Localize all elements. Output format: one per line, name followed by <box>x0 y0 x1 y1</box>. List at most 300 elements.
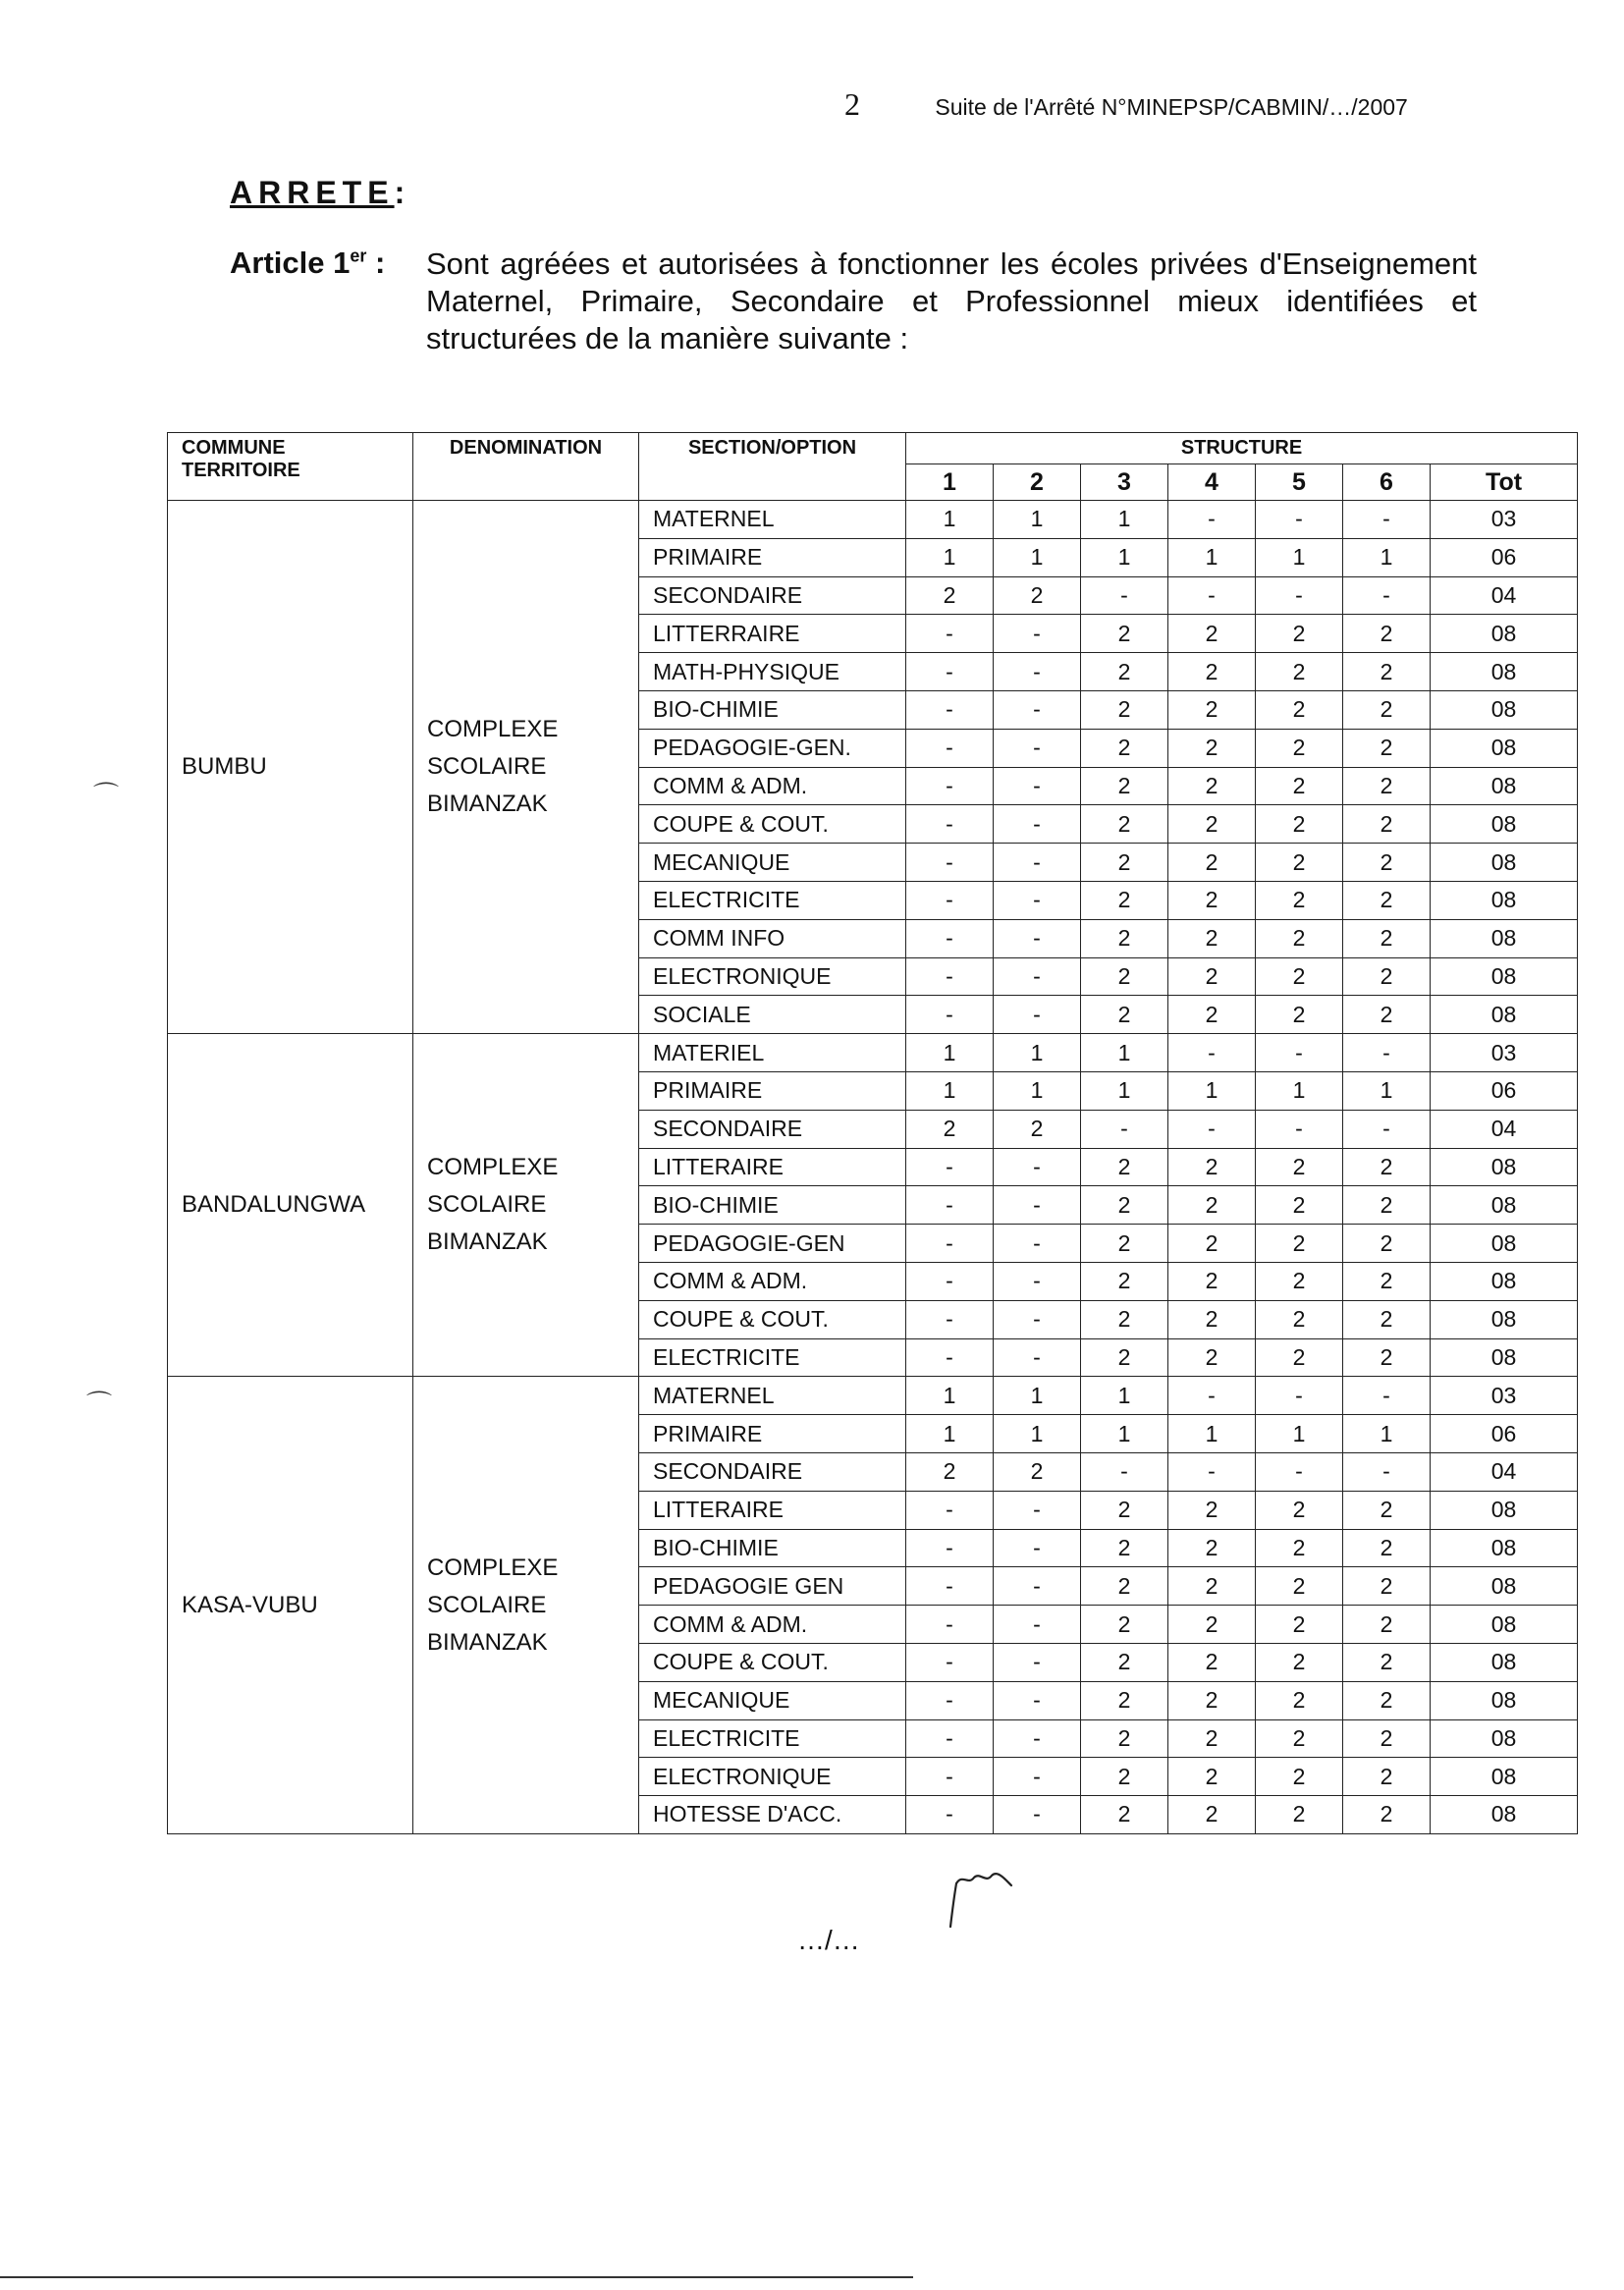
total-cell: 08 <box>1431 881 1578 919</box>
structure-cell: - <box>1256 1110 1343 1148</box>
structure-cell: 2 <box>1168 767 1256 805</box>
section-cell: BIO-CHIMIE <box>639 1529 906 1567</box>
structure-cell: - <box>1168 1452 1256 1491</box>
structure-cell: 2 <box>1081 1758 1168 1796</box>
section-cell: PEDAGOGIE GEN <box>639 1567 906 1606</box>
structure-cell: 2 <box>1081 1186 1168 1225</box>
structure-cell: 2 <box>1343 653 1431 691</box>
section-cell: MECANIQUE <box>639 1681 906 1719</box>
structure-cell: 2 <box>1081 1719 1168 1758</box>
structure-cell: 1 <box>1081 1034 1168 1072</box>
total-cell: 08 <box>1431 1300 1578 1338</box>
structure-cell: 2 <box>1168 653 1256 691</box>
page-number: 2 <box>844 86 860 122</box>
section-cell: MATERIEL <box>639 1034 906 1072</box>
structure-cell: 2 <box>1256 957 1343 996</box>
structure-cell: 1 <box>906 1034 994 1072</box>
structure-cell: - <box>994 729 1081 767</box>
structure-cell: - <box>906 690 994 729</box>
structure-cell: - <box>1256 1377 1343 1415</box>
structure-cell: 1 <box>1168 1071 1256 1110</box>
structure-cell: 2 <box>1081 729 1168 767</box>
structure-cell: - <box>906 653 994 691</box>
denomination-cell: COMPLEXE SCOLAIRE BIMANZAK <box>413 1034 639 1377</box>
section-cell: COMM & ADM. <box>639 1262 906 1300</box>
signature <box>933 1866 1051 1939</box>
total-cell: 08 <box>1431 1643 1578 1681</box>
structure-cell: - <box>906 1719 994 1758</box>
total-cell: 08 <box>1431 919 1578 957</box>
structure-cell: - <box>994 1643 1081 1681</box>
structure-cell: - <box>994 615 1081 653</box>
structure-cell: 2 <box>1081 653 1168 691</box>
structure-cell: - <box>994 1606 1081 1644</box>
header-denomination: DENOMINATION <box>413 433 639 501</box>
structure-cell: 1 <box>1081 538 1168 576</box>
schools-table <box>167 432 1578 1834</box>
structure-cell: - <box>1168 501 1256 539</box>
structure-cell: 1 <box>906 501 994 539</box>
structure-cell: 2 <box>1081 690 1168 729</box>
structure-cell: 2 <box>1168 1758 1256 1796</box>
structure-cell: 2 <box>1343 1225 1431 1263</box>
structure-cell: 1 <box>994 538 1081 576</box>
header-col-3: 3 <box>1081 464 1168 501</box>
section-cell: COUPE & COUT. <box>639 1300 906 1338</box>
structure-cell: 2 <box>1081 919 1168 957</box>
structure-cell: 2 <box>1343 881 1431 919</box>
structure-cell: - <box>994 767 1081 805</box>
structure-cell: - <box>994 957 1081 996</box>
section-cell: SECONDAIRE <box>639 1110 906 1148</box>
structure-cell: 2 <box>1343 919 1431 957</box>
structure-cell: 2 <box>1343 1606 1431 1644</box>
total-cell: 08 <box>1431 615 1578 653</box>
structure-cell: - <box>906 1567 994 1606</box>
structure-cell: 2 <box>1081 1148 1168 1186</box>
structure-cell: 2 <box>1256 844 1343 882</box>
structure-cell: 2 <box>1081 615 1168 653</box>
structure-cell: - <box>1081 1110 1168 1148</box>
header-col-6: 6 <box>1343 464 1431 501</box>
structure-cell: 2 <box>1343 615 1431 653</box>
header-col-4: 4 <box>1168 464 1256 501</box>
commune-cell: BANDALUNGWA <box>168 1034 413 1377</box>
structure-cell: 2 <box>1256 805 1343 844</box>
structure-cell: - <box>1168 1377 1256 1415</box>
structure-cell: 2 <box>1168 1225 1256 1263</box>
structure-cell: 2 <box>1168 1567 1256 1606</box>
structure-cell: 2 <box>1081 1225 1168 1263</box>
structure-cell: 2 <box>1081 881 1168 919</box>
article-label-sup: er <box>350 245 367 266</box>
structure-cell: 2 <box>994 1452 1081 1491</box>
structure-cell: - <box>994 1225 1081 1263</box>
structure-cell: 2 <box>1343 1529 1431 1567</box>
total-cell: 08 <box>1431 1567 1578 1606</box>
commune-cell: BUMBU <box>168 501 413 1034</box>
structure-cell: - <box>906 1606 994 1644</box>
structure-cell: 1 <box>1081 1415 1168 1453</box>
structure-cell: 2 <box>1343 1148 1431 1186</box>
structure-cell: - <box>1168 1034 1256 1072</box>
total-cell: 03 <box>1431 1034 1578 1072</box>
total-cell: 08 <box>1431 996 1578 1034</box>
continuation-mark: …/… <box>797 1925 860 1955</box>
structure-cell: 2 <box>1256 1719 1343 1758</box>
total-cell: 06 <box>1431 1071 1578 1110</box>
section-cell: LITTERRAIRE <box>639 615 906 653</box>
structure-cell: 1 <box>1343 1415 1431 1453</box>
structure-cell: 2 <box>1168 1491 1256 1529</box>
structure-cell: 2 <box>1256 1643 1343 1681</box>
commune-cell: KASA-VUBU <box>168 1377 413 1834</box>
table-body <box>168 501 1578 1834</box>
signature-mark <box>933 1866 1051 1935</box>
denomination-cell: COMPLEXE SCOLAIRE BIMANZAK <box>413 501 639 1034</box>
total-cell: 06 <box>1431 538 1578 576</box>
structure-cell: 2 <box>1168 1300 1256 1338</box>
margin-tick-1: ⌒ <box>93 781 120 810</box>
structure-cell: 2 <box>906 1110 994 1148</box>
structure-cell: 2 <box>1081 767 1168 805</box>
arrete-heading <box>230 175 410 211</box>
structure-cell: - <box>994 805 1081 844</box>
table-row <box>168 1377 1578 1415</box>
article-label <box>230 245 426 357</box>
structure-cell: - <box>1343 501 1431 539</box>
structure-cell: 2 <box>1168 844 1256 882</box>
structure-cell: 2 <box>1081 805 1168 844</box>
total-cell: 08 <box>1431 729 1578 767</box>
section-cell: COMM & ADM. <box>639 1606 906 1644</box>
structure-cell: - <box>994 919 1081 957</box>
structure-cell: - <box>906 1681 994 1719</box>
structure-cell: 2 <box>1343 1567 1431 1606</box>
denomination-cell: COMPLEXE SCOLAIRE BIMANZAK <box>413 1377 639 1834</box>
article-text: Sont agréées et autorisées à fonctionner les écoles privées d'Enseignement Maternel, Primaire, Secondaire et Professionnel mieux identifiées et structurées de la manière suivante : <box>426 246 1477 355</box>
structure-cell: 1 <box>1343 538 1431 576</box>
structure-cell: - <box>906 1758 994 1796</box>
structure-cell: 1 <box>994 1034 1081 1072</box>
page-header <box>844 86 1408 123</box>
arrete-title: ARRETE <box>230 175 395 210</box>
section-cell: PRIMAIRE <box>639 1415 906 1453</box>
structure-cell: 2 <box>1081 1567 1168 1606</box>
structure-cell: 1 <box>1168 1415 1256 1453</box>
structure-cell: 2 <box>1256 653 1343 691</box>
header-col-2: 2 <box>994 464 1081 501</box>
schools-table-wrapper <box>167 432 1577 1834</box>
structure-cell: 2 <box>1256 1491 1343 1529</box>
section-cell: MATH-PHYSIQUE <box>639 653 906 691</box>
structure-cell: - <box>906 805 994 844</box>
total-cell: 08 <box>1431 1606 1578 1644</box>
structure-cell: - <box>906 615 994 653</box>
article-1 <box>230 245 1477 357</box>
structure-cell: 2 <box>1343 1681 1431 1719</box>
total-cell: 08 <box>1431 690 1578 729</box>
total-cell: 04 <box>1431 1452 1578 1491</box>
header-col-tot: Tot <box>1431 464 1578 501</box>
structure-cell: 2 <box>1168 729 1256 767</box>
structure-cell: - <box>906 1529 994 1567</box>
structure-cell: 1 <box>906 1071 994 1110</box>
total-cell: 08 <box>1431 1758 1578 1796</box>
section-cell: ELECTRONIQUE <box>639 1758 906 1796</box>
total-cell: 08 <box>1431 1491 1578 1529</box>
structure-cell: 1 <box>994 1071 1081 1110</box>
total-cell: 08 <box>1431 957 1578 996</box>
total-cell: 08 <box>1431 805 1578 844</box>
structure-cell: - <box>1256 501 1343 539</box>
structure-cell: 2 <box>994 1110 1081 1148</box>
structure-cell: 2 <box>1081 1606 1168 1644</box>
structure-cell: - <box>1168 1110 1256 1148</box>
structure-cell: 2 <box>1081 1491 1168 1529</box>
structure-cell: 2 <box>1081 1529 1168 1567</box>
structure-cell: 1 <box>1081 1071 1168 1110</box>
structure-cell: 1 <box>1081 1377 1168 1415</box>
structure-cell: - <box>994 844 1081 882</box>
section-cell: SECONDAIRE <box>639 576 906 615</box>
structure-cell: - <box>906 1262 994 1300</box>
structure-cell: 2 <box>1343 1186 1431 1225</box>
structure-cell: 2 <box>1343 1758 1431 1796</box>
structure-cell: - <box>906 1225 994 1263</box>
structure-cell: - <box>1343 576 1431 615</box>
section-cell: BIO-CHIMIE <box>639 690 906 729</box>
structure-cell: 2 <box>1168 1719 1256 1758</box>
section-cell: LITTERAIRE <box>639 1148 906 1186</box>
structure-cell: - <box>906 919 994 957</box>
total-cell: 08 <box>1431 1796 1578 1834</box>
structure-cell: 2 <box>1343 844 1431 882</box>
section-cell: BIO-CHIMIE <box>639 1186 906 1225</box>
structure-cell: 2 <box>1081 1338 1168 1377</box>
table-row <box>168 501 1578 539</box>
structure-cell: 2 <box>906 576 994 615</box>
section-cell: SECONDAIRE <box>639 1452 906 1491</box>
structure-cell: - <box>906 1300 994 1338</box>
structure-cell: 2 <box>1256 1758 1343 1796</box>
structure-cell: - <box>906 767 994 805</box>
section-cell: ELECTRICITE <box>639 1719 906 1758</box>
structure-cell: - <box>1081 1452 1168 1491</box>
structure-cell: - <box>994 1186 1081 1225</box>
structure-cell: 2 <box>1256 1262 1343 1300</box>
structure-cell: - <box>906 1796 994 1834</box>
total-cell: 08 <box>1431 1225 1578 1263</box>
structure-cell: 2 <box>1256 1567 1343 1606</box>
structure-cell: 2 <box>1168 1643 1256 1681</box>
section-cell: PEDAGOGIE-GEN. <box>639 729 906 767</box>
structure-cell: - <box>1081 576 1168 615</box>
structure-cell: - <box>994 1491 1081 1529</box>
section-cell: PEDAGOGIE-GEN <box>639 1225 906 1263</box>
margin-tick-2: ⌒ <box>86 1390 113 1419</box>
structure-cell: - <box>906 1186 994 1225</box>
total-cell: 08 <box>1431 1681 1578 1719</box>
structure-cell: - <box>906 1148 994 1186</box>
structure-cell: 2 <box>1081 1643 1168 1681</box>
structure-cell: 2 <box>1343 690 1431 729</box>
structure-cell: 2 <box>1343 1338 1431 1377</box>
structure-cell: 1 <box>1168 538 1256 576</box>
structure-cell: 2 <box>1343 805 1431 844</box>
structure-cell: 2 <box>1168 1262 1256 1300</box>
structure-cell: 2 <box>1343 767 1431 805</box>
article-label-colon: : <box>366 245 386 280</box>
structure-cell: - <box>994 1796 1081 1834</box>
structure-cell: - <box>994 1567 1081 1606</box>
structure-cell: 2 <box>1168 1338 1256 1377</box>
total-cell: 04 <box>1431 1110 1578 1148</box>
structure-cell: 2 <box>1343 1796 1431 1834</box>
structure-cell: 2 <box>1256 729 1343 767</box>
structure-cell: - <box>994 1300 1081 1338</box>
structure-cell: 1 <box>994 1415 1081 1453</box>
structure-cell: 2 <box>1168 1606 1256 1644</box>
structure-cell: 2 <box>1081 1262 1168 1300</box>
structure-cell: 2 <box>1343 1262 1431 1300</box>
section-cell: ELECTRICITE <box>639 881 906 919</box>
structure-cell: 2 <box>1168 1796 1256 1834</box>
structure-cell: - <box>994 1338 1081 1377</box>
structure-cell: 2 <box>1256 919 1343 957</box>
total-cell: 08 <box>1431 1529 1578 1567</box>
bottom-rule <box>0 2276 913 2278</box>
structure-cell: 2 <box>1343 957 1431 996</box>
structure-cell: 2 <box>1168 996 1256 1034</box>
section-cell: MATERNEL <box>639 1377 906 1415</box>
structure-cell: - <box>994 1719 1081 1758</box>
structure-cell: 2 <box>1256 996 1343 1034</box>
header-col-5: 5 <box>1256 464 1343 501</box>
header-col-1: 1 <box>906 464 994 501</box>
total-cell: 08 <box>1431 1262 1578 1300</box>
total-cell: 08 <box>1431 1186 1578 1225</box>
structure-cell: 2 <box>1256 690 1343 729</box>
section-cell: ELECTRONIQUE <box>639 957 906 996</box>
arrete-colon: : <box>394 175 411 210</box>
structure-cell: - <box>994 1758 1081 1796</box>
structure-cell: 1 <box>1081 501 1168 539</box>
total-cell: 03 <box>1431 1377 1578 1415</box>
structure-cell: 2 <box>1168 805 1256 844</box>
section-cell: COMM & ADM. <box>639 767 906 805</box>
structure-cell: - <box>1256 1034 1343 1072</box>
total-cell: 03 <box>1431 501 1578 539</box>
total-cell: 08 <box>1431 1719 1578 1758</box>
structure-cell: - <box>1168 576 1256 615</box>
total-cell: 08 <box>1431 653 1578 691</box>
structure-cell: 2 <box>1168 690 1256 729</box>
structure-cell: 1 <box>906 538 994 576</box>
structure-cell: 2 <box>1168 1529 1256 1567</box>
structure-cell: - <box>1256 576 1343 615</box>
structure-cell: 2 <box>1256 1300 1343 1338</box>
structure-cell: - <box>994 1262 1081 1300</box>
structure-cell: 2 <box>1081 957 1168 996</box>
structure-cell: 2 <box>1081 1681 1168 1719</box>
section-cell: ELECTRICITE <box>639 1338 906 1377</box>
structure-cell: - <box>994 690 1081 729</box>
section-cell: PRIMAIRE <box>639 1071 906 1110</box>
structure-cell: 2 <box>1256 1148 1343 1186</box>
structure-cell: 2 <box>1168 881 1256 919</box>
section-cell: LITTERAIRE <box>639 1491 906 1529</box>
structure-cell: 2 <box>1168 1681 1256 1719</box>
section-cell: PRIMAIRE <box>639 538 906 576</box>
structure-cell: - <box>906 1491 994 1529</box>
structure-cell: 1 <box>1256 538 1343 576</box>
structure-cell: 1 <box>1256 1071 1343 1110</box>
structure-cell: 2 <box>1256 1225 1343 1263</box>
structure-cell: - <box>994 1529 1081 1567</box>
structure-cell: 1 <box>994 1377 1081 1415</box>
structure-cell: - <box>906 957 994 996</box>
structure-cell: - <box>906 1338 994 1377</box>
structure-cell: 2 <box>1343 729 1431 767</box>
structure-cell: 2 <box>1081 996 1168 1034</box>
structure-cell: 2 <box>1256 615 1343 653</box>
structure-cell: 2 <box>1343 1300 1431 1338</box>
structure-cell: - <box>1256 1452 1343 1491</box>
section-cell: COUPE & COUT. <box>639 1643 906 1681</box>
total-cell: 06 <box>1431 1415 1578 1453</box>
structure-cell: 2 <box>1256 1796 1343 1834</box>
structure-cell: 2 <box>1081 1796 1168 1834</box>
reference-line: Suite de l'Arrêté N°MINEPSP/CABMIN/…/2007 <box>935 94 1408 120</box>
structure-cell: 2 <box>1256 1338 1343 1377</box>
structure-cell: 2 <box>1081 844 1168 882</box>
header-commune: COMMUNE TERRITOIRE <box>168 433 413 501</box>
section-cell: MECANIQUE <box>639 844 906 882</box>
structure-cell: - <box>1343 1110 1431 1148</box>
total-cell: 04 <box>1431 576 1578 615</box>
header-structure: STRUCTURE <box>906 433 1578 464</box>
structure-cell: 2 <box>1343 1719 1431 1758</box>
article-label-main: Article 1 <box>230 245 351 280</box>
structure-cell: 1 <box>1256 1415 1343 1453</box>
structure-cell: - <box>906 729 994 767</box>
structure-cell: - <box>1343 1452 1431 1491</box>
structure-cell: - <box>906 1643 994 1681</box>
section-cell: COUPE & COUT. <box>639 805 906 844</box>
structure-cell: 2 <box>994 576 1081 615</box>
structure-cell: 2 <box>1168 615 1256 653</box>
structure-cell: - <box>906 844 994 882</box>
structure-cell: 1 <box>906 1415 994 1453</box>
structure-cell: 2 <box>1168 1148 1256 1186</box>
structure-cell: 2 <box>1256 1606 1343 1644</box>
section-cell: HOTESSE D'ACC. <box>639 1796 906 1834</box>
structure-cell: - <box>906 996 994 1034</box>
structure-cell: 2 <box>1081 1300 1168 1338</box>
section-cell: COMM INFO <box>639 919 906 957</box>
structure-cell: - <box>906 881 994 919</box>
structure-cell: 2 <box>1256 1681 1343 1719</box>
structure-cell: 1 <box>994 501 1081 539</box>
structure-cell: - <box>994 1681 1081 1719</box>
structure-cell: 2 <box>1343 996 1431 1034</box>
structure-cell: - <box>994 996 1081 1034</box>
structure-cell: 1 <box>1343 1071 1431 1110</box>
total-cell: 08 <box>1431 844 1578 882</box>
structure-cell: 2 <box>1256 1186 1343 1225</box>
structure-cell: 2 <box>1256 881 1343 919</box>
